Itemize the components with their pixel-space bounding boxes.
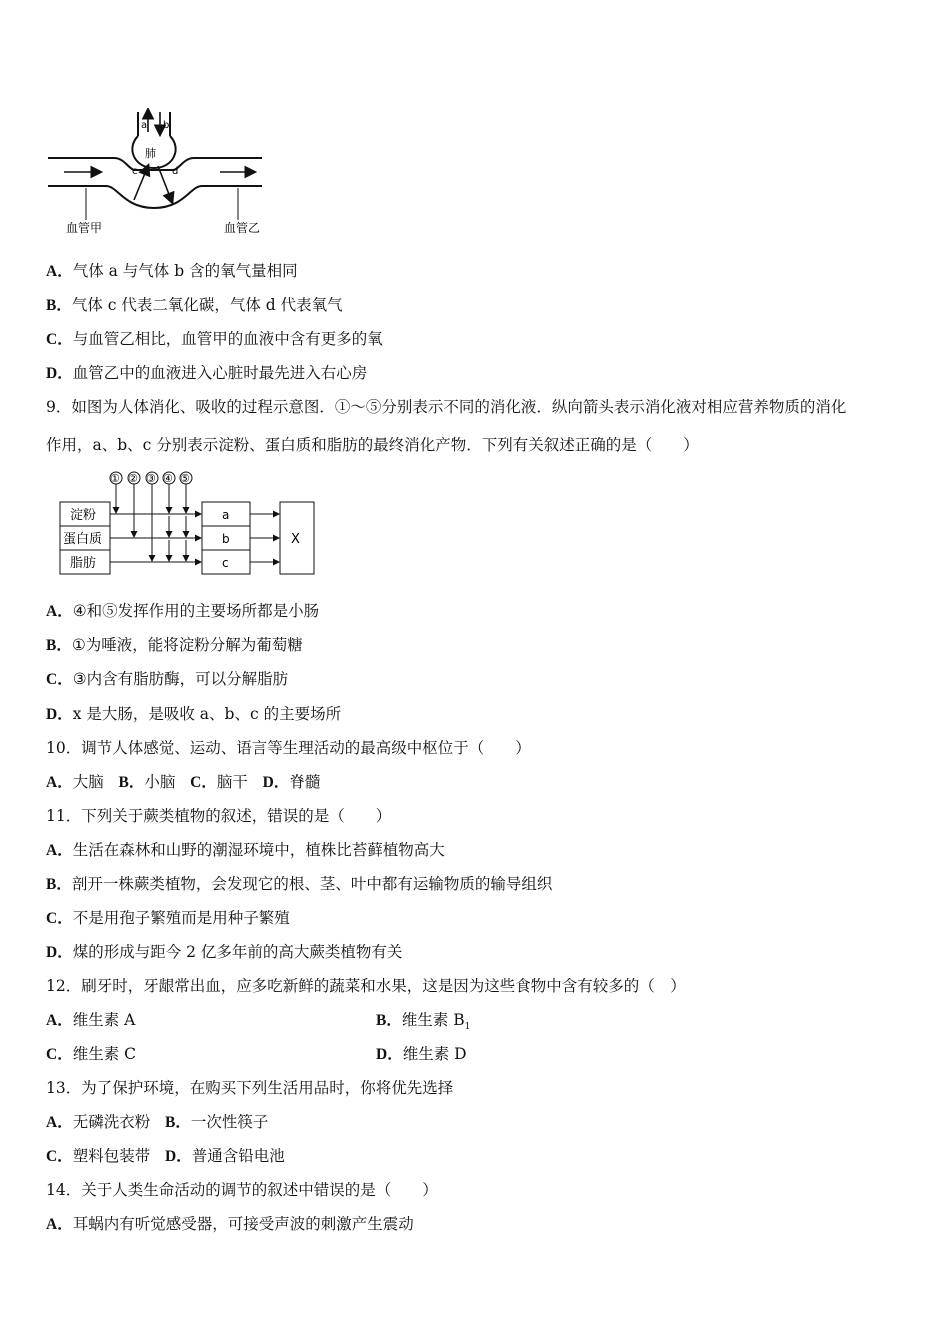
option-text: 维生素 A [72, 1011, 136, 1029]
q14-option-a [46, 1214, 414, 1235]
q8-option-a [46, 261, 298, 282]
option-label: C． [190, 774, 217, 791]
option-label: D． [376, 1046, 403, 1063]
option-text: 维生素 B [401, 1011, 465, 1029]
option-label: B． [46, 876, 72, 893]
q9-option-d [46, 704, 341, 725]
option-text: 剖开一株蕨类植物，会发现它的根、茎、叶中都有运输物质的输导组织 [71, 875, 553, 893]
arrow-c-label: c [132, 166, 138, 177]
option-text: 脑干 [216, 773, 248, 791]
option-text: ①为唾液，能将淀粉分解为葡萄糖 [71, 636, 303, 654]
option-label: B． [118, 774, 145, 791]
lung-blood-vessel-diagram [44, 108, 274, 238]
vessel-right-label: 血管乙 [224, 221, 261, 235]
option-text: 气体 c 代表二氧化碳，气体 d 代表氧气 [71, 296, 343, 314]
product-c: c [222, 556, 229, 570]
q13-stem: 13．为了保护环境，在购买下列生活用品时，你将优先选择 [46, 1079, 454, 1097]
arrow-b-label: b [163, 120, 170, 131]
option-label: C． [46, 1148, 73, 1165]
option-label: B． [46, 297, 72, 314]
option-text: 不是用孢子繁殖而是用种子繁殖 [72, 909, 290, 927]
option-text: 普通含铅电池 [191, 1147, 285, 1165]
vessel-left-label: 血管甲 [66, 221, 103, 235]
option-label: C． [46, 671, 73, 688]
product-b: b [222, 532, 230, 546]
q14-stem: 14．关于人类生命活动的调节的叙述中错误的是（ ） [46, 1181, 438, 1199]
product-a: a [222, 508, 230, 522]
option-label: A． [46, 1012, 73, 1029]
option-label: C． [46, 1046, 73, 1063]
option-text: 气体 a 与气体 b 含的氧气量相同 [72, 262, 298, 280]
q9-stem-line2: 作用，a、b、c 分别表示淀粉、蛋白质和脂肪的最终消化产物．下列有关叙述正确的是（ ） [46, 436, 699, 454]
juice-3: ③ [146, 472, 156, 485]
option-text: 大脑 [72, 773, 104, 791]
option-text: x 是大肠，是吸收 a、b、c 的主要场所 [72, 705, 342, 723]
option-label: B． [376, 1012, 402, 1029]
q8-option-b [46, 295, 343, 316]
option-text: 一次性筷子 [190, 1113, 269, 1131]
q10-options [46, 772, 320, 793]
option-label: C． [46, 910, 73, 927]
option-label: D． [46, 944, 73, 961]
option-label: A． [46, 774, 73, 791]
option-text: 血管乙中的血液进入心脏时最先进入右心房 [72, 364, 368, 382]
q9-stem-line1: 9．如图为人体消化、吸收的过程示意图．①～⑤分别表示不同的消化液．纵向箭头表示消化液对相应营养物质的消化 [46, 398, 847, 416]
option-text: 与血管乙相比，血管甲的血液中含有更多的氧 [72, 330, 383, 348]
option-label: A． [46, 263, 73, 280]
option-text: ③内含有脂肪酶，可以分解脂肪 [72, 670, 289, 688]
arrow-a-label: a [141, 120, 148, 131]
option-label: B． [46, 637, 72, 654]
digestion-diagram [58, 468, 320, 580]
option-label: C． [46, 331, 73, 348]
q12-option-d [376, 1044, 467, 1065]
option-label: D． [46, 365, 73, 382]
nutrient-starch: 淀粉 [70, 508, 97, 523]
q11-stem: 11．下列关于蕨类植物的叙述，错误的是（ ） [46, 807, 392, 825]
option-text: 耳蜗内有听觉感受器，可接受声波的刺激产生震动 [72, 1215, 414, 1233]
q11-option-d [46, 942, 402, 963]
option-text: 无磷洗衣粉 [72, 1113, 151, 1131]
option-label: A． [46, 603, 73, 620]
option-text: 煤的形成与距今 2 亿多年前的高大蕨类植物有关 [72, 943, 403, 961]
option-text: 塑料包装带 [72, 1147, 151, 1165]
option-text: 小脑 [144, 773, 176, 791]
option-text: 脊髓 [289, 773, 321, 791]
q11-option-c [46, 908, 290, 929]
q12-option-a [46, 1010, 135, 1031]
arrow-d-label: d [172, 166, 179, 177]
option-label: D． [262, 774, 290, 791]
option-label: A． [46, 842, 73, 859]
option-text: 维生素 D [402, 1045, 467, 1063]
nutrient-fat: 脂肪 [70, 556, 97, 571]
q9-option-b [46, 635, 303, 656]
q13-options-ab [46, 1112, 268, 1133]
juice-2: ② [128, 472, 138, 485]
q12-stem: 12．刷牙时，牙龈常出血，应多吃新鲜的蔬菜和水果，这是因为这些食物中含有较多的（ ） [46, 977, 686, 995]
option-label: D． [165, 1148, 192, 1165]
q13-options-cd [46, 1146, 285, 1167]
option-label: A． [46, 1114, 73, 1131]
lung-label: 肺 [145, 147, 156, 160]
option-text: ④和⑤发挥作用的主要场所都是小肠 [72, 602, 320, 620]
q9-option-a [46, 601, 319, 622]
target-x: X [291, 532, 300, 547]
option-text: 维生素 C [72, 1045, 136, 1063]
q8-option-d [46, 363, 367, 384]
option-subscript: 1 [464, 1022, 471, 1033]
q12-option-b [376, 1010, 470, 1037]
nutrient-protein: 蛋白质 [63, 532, 103, 547]
q8-option-c [46, 329, 383, 350]
q10-stem: 10．调节人体感觉、运动、语言等生理活动的最高级中枢位于（ ） [46, 739, 531, 757]
juice-1: ① [110, 472, 120, 485]
juice-4: ④ [163, 472, 173, 485]
q9-option-c [46, 669, 288, 690]
q11-option-b [46, 874, 552, 895]
q11-option-a [46, 840, 445, 861]
option-label: D． [46, 706, 73, 723]
q12-option-c [46, 1044, 136, 1065]
option-label: A． [46, 1216, 73, 1233]
option-text: 生活在森林和山野的潮湿环境中，植株比苔藓植物高大 [72, 841, 445, 859]
option-label: B． [165, 1114, 191, 1131]
juice-5: ⑤ [180, 472, 190, 485]
